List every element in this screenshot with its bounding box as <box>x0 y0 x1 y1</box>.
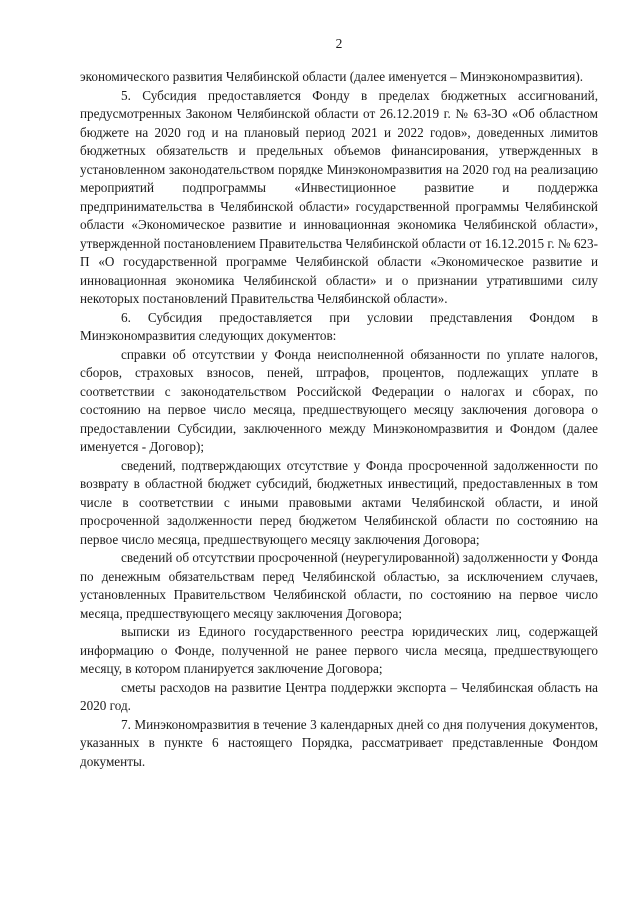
paragraph-continuation: экономического развития Челябинской области (далее именуется – Минэкономразвития). <box>80 69 584 84</box>
document-body <box>80 68 598 771</box>
paragraph-item-5: 5. Субсидия предоставляется Фонду в пределах бюджетных ассигнований, предусмотренных Законом Челябинской области от 26.12.2019 г. № 63-ЗО «Об областном бюджете на 2020 год и на плановый период 2021 и 2022 годов», доведенных лимитов бюджетных обязательств и предельных объемов финансирования, утвержденных в установленном законодательством порядке Минэкономразвития на 2020 год на реализацию мероприятий подпрограммы «Инвестиционное развитие и поддержка предпринимательства в Челябинской области» государственной программы Челябинской области «Экономическое развитие и инновационная экономика Челябинской области», утвержденной постановлением Правительства Челябинской области от 16.12.2015 г. № 623-П «О государственной программе Челябинской области «Экономическое развитие и инновационная экономика Челябинской области» и о признании утратившими силу некоторых постановлений Правительства Челябинской области». <box>80 87 598 306</box>
paragraph-overdue-obligations: сведений об отсутствии просроченной (неурегулированной) задолженности у Фонда по денежным обязательствам перед Челябинской областью, за исключением случаев, установленных Правительством Челябинской области, по состоянию на первое число месяца, предшествующего месяцу заключения Договора; <box>80 550 598 621</box>
paragraph-registry-extract: выписки из Единого государственного реестра юридических лиц, содержащей информацию о Фонде, полученной не ранее первого числа месяца, предшествующего месяцу, в котором планируется заключение Договора; <box>80 624 598 676</box>
paragraph-tax-certificate: справки об отсутствии у Фонда неисполненной обязанности по уплате налогов, сборов, страховых взносов, пеней, штрафов, процентов, подлежащих уплате в соответствии с законодательством Российской Федерации о налогах и сборах, по состоянию на первое число месяца, предшествующего месяцу заключения договора о предоставлении Субсидии, заключенного между Минэкономразвития и Фондом (далее именуется - Договор); <box>80 346 598 454</box>
paragraph-debt-information: сведений, подтверждающих отсутствие у Фонда просроченной задолженности по возврату в областной бюджет субсидий, бюджетных инвестиций, предоставленных в том числе в соответствии с иными правовыми актами Челябинской области, и иной просроченной задолженности перед бюджетом Челябинской области по состоянию на первое число месяца, предшествующего месяцу заключения Договора; <box>80 457 598 547</box>
paragraph-item-6: 6. Субсидия предоставляется при условии представления Фондом в Минэкономразвития следующих документов: <box>80 309 598 343</box>
paragraph-cost-estimate: сметы расходов на развитие Центра поддержки экспорта – Челябинская область на 2020 год. <box>80 679 598 713</box>
paragraph-item-7: 7. Минэкономразвития в течение 3 календарных дней со дня получения документов, указанных в пункте 6 настоящего Порядка, рассматривает представленные Фондом документы. <box>80 716 598 769</box>
page-number: 2 <box>335 36 343 51</box>
